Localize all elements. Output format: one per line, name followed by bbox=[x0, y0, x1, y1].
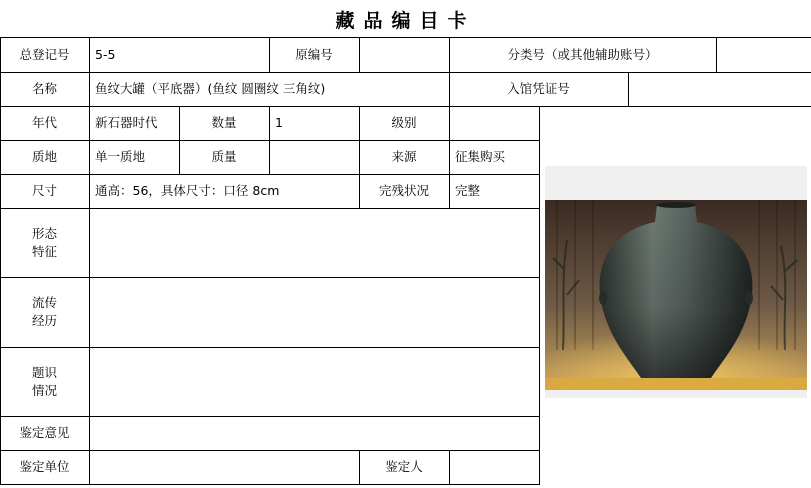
morphology-label-line2: 特征 bbox=[31, 243, 57, 259]
size-label: 尺寸 bbox=[31, 183, 57, 198]
orig-no-value bbox=[359, 37, 449, 72]
condition-value: 完整 bbox=[455, 183, 481, 198]
appraisal-unit-label: 鉴定单位 bbox=[19, 459, 70, 474]
photo-area bbox=[540, 108, 811, 488]
voucher-label: 入馆凭证号 bbox=[507, 81, 570, 96]
history-label bbox=[0, 277, 89, 347]
source-value: 征集购买 bbox=[455, 149, 506, 164]
class-no-value bbox=[716, 37, 811, 72]
voucher-value bbox=[628, 72, 811, 106]
size-value: 通高：56，具体尺寸：口径 8cm bbox=[95, 183, 280, 198]
history-label-line2: 经历 bbox=[31, 313, 57, 328]
weight-value bbox=[269, 140, 359, 174]
condition-label: 完残状况 bbox=[378, 183, 429, 198]
appraiser-label: 鉴定人 bbox=[385, 459, 423, 474]
class-no-label: 分类号（或其他辅助账号） bbox=[507, 46, 658, 62]
appraisal-unit-value bbox=[89, 450, 359, 484]
history-label-line1: 流传 bbox=[31, 295, 57, 310]
reg-no-value: 5-5 bbox=[95, 46, 116, 62]
material-label: 质地 bbox=[31, 149, 57, 164]
quantity-label: 数量 bbox=[211, 115, 237, 130]
inscription-label bbox=[0, 347, 89, 416]
morphology-label-line1: 形态 bbox=[31, 225, 57, 241]
inscription-label-line2: 情况 bbox=[31, 382, 57, 398]
pottery-jar-photo bbox=[545, 200, 807, 390]
quantity-value: 1 bbox=[275, 115, 283, 130]
weight-label: 质量 bbox=[211, 149, 237, 164]
morphology-label bbox=[0, 208, 89, 277]
appraisal-opinion-value bbox=[89, 416, 539, 450]
name-label: 名称 bbox=[31, 81, 57, 96]
history-value bbox=[89, 277, 539, 347]
inscription-value bbox=[89, 347, 539, 416]
grade-label: 级别 bbox=[391, 115, 417, 130]
source-label: 来源 bbox=[391, 149, 417, 164]
reg-no-label: 总登记号 bbox=[19, 46, 70, 62]
morphology-value bbox=[89, 208, 539, 277]
inscription-label-line1: 题识 bbox=[31, 364, 57, 380]
orig-no-label: 原编号 bbox=[295, 46, 333, 62]
card-title: 藏品编目卡 bbox=[335, 9, 476, 32]
material-value: 单一质地 bbox=[95, 149, 146, 164]
grade-value bbox=[449, 106, 539, 140]
name-value: 鱼纹大罐（平底器）(鱼纹 圆圈纹 三角纹) bbox=[95, 81, 326, 96]
appraiser-value bbox=[449, 450, 539, 484]
era-label: 年代 bbox=[31, 115, 57, 130]
appraisal-opinion-label: 鉴定意见 bbox=[19, 425, 70, 440]
era-value: 新石器时代 bbox=[95, 115, 158, 130]
